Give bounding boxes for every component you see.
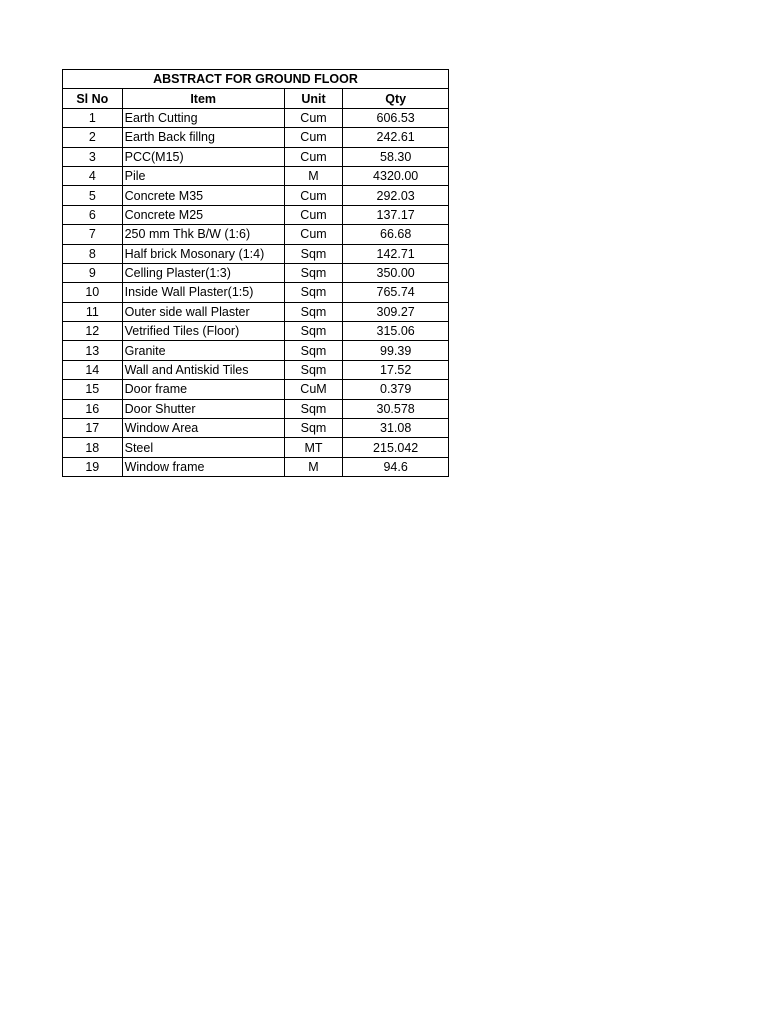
row-qty: 142.71 bbox=[343, 244, 449, 263]
table-row bbox=[63, 380, 449, 399]
row-unit: Sqm bbox=[284, 302, 343, 321]
row-qty: 99.39 bbox=[343, 341, 449, 360]
row-item: Earth Cutting bbox=[122, 108, 284, 127]
row-unit: M bbox=[284, 166, 343, 185]
row-unit: Sqm bbox=[284, 283, 343, 302]
table-row bbox=[63, 457, 449, 476]
table-row bbox=[63, 186, 449, 205]
table-row bbox=[63, 225, 449, 244]
row-unit: Cum bbox=[284, 225, 343, 244]
title-row bbox=[63, 70, 449, 89]
row-sl-no: 7 bbox=[63, 225, 123, 244]
row-item: Celling Plaster(1:3) bbox=[122, 263, 284, 282]
row-sl-no: 2 bbox=[63, 128, 123, 147]
row-sl-no: 8 bbox=[63, 244, 123, 263]
row-unit: M bbox=[284, 457, 343, 476]
row-unit: MT bbox=[284, 438, 343, 457]
row-qty: 606.53 bbox=[343, 108, 449, 127]
row-unit: Sqm bbox=[284, 341, 343, 360]
row-item: Wall and Antiskid Tiles bbox=[122, 360, 284, 379]
row-sl-no: 12 bbox=[63, 322, 123, 341]
table-body bbox=[63, 108, 449, 476]
row-sl-no: 1 bbox=[63, 108, 123, 127]
row-unit: Sqm bbox=[284, 263, 343, 282]
row-sl-no: 19 bbox=[63, 457, 123, 476]
table-title: ABSTRACT FOR GROUND FLOOR bbox=[63, 70, 449, 89]
row-qty: 215.042 bbox=[343, 438, 449, 457]
row-unit: CuM bbox=[284, 380, 343, 399]
row-item: Concrete M35 bbox=[122, 186, 284, 205]
row-sl-no: 17 bbox=[63, 419, 123, 438]
row-qty: 58.30 bbox=[343, 147, 449, 166]
table-row bbox=[63, 283, 449, 302]
row-sl-no: 16 bbox=[63, 399, 123, 418]
row-sl-no: 9 bbox=[63, 263, 123, 282]
row-sl-no: 3 bbox=[63, 147, 123, 166]
table-row bbox=[63, 360, 449, 379]
table-row bbox=[63, 341, 449, 360]
row-sl-no: 18 bbox=[63, 438, 123, 457]
row-item: Outer side wall Plaster bbox=[122, 302, 284, 321]
table-row bbox=[63, 263, 449, 282]
row-item: Window frame bbox=[122, 457, 284, 476]
header-sl-no: Sl No bbox=[63, 89, 123, 108]
row-qty: 292.03 bbox=[343, 186, 449, 205]
row-qty: 30.578 bbox=[343, 399, 449, 418]
row-qty: 94.6 bbox=[343, 457, 449, 476]
row-unit: Cum bbox=[284, 147, 343, 166]
table-row bbox=[63, 147, 449, 166]
row-sl-no: 6 bbox=[63, 205, 123, 224]
row-unit: Cum bbox=[284, 108, 343, 127]
row-item: Granite bbox=[122, 341, 284, 360]
row-item: Half brick Mosonary (1:4) bbox=[122, 244, 284, 263]
row-unit: Cum bbox=[284, 128, 343, 147]
row-qty: 765.74 bbox=[343, 283, 449, 302]
header-row bbox=[63, 89, 449, 108]
row-item: Window Area bbox=[122, 419, 284, 438]
row-qty: 315.06 bbox=[343, 322, 449, 341]
row-qty: 242.61 bbox=[343, 128, 449, 147]
row-sl-no: 14 bbox=[63, 360, 123, 379]
table-row bbox=[63, 108, 449, 127]
row-unit: Sqm bbox=[284, 244, 343, 263]
table-row bbox=[63, 166, 449, 185]
row-item: Vetrified Tiles (Floor) bbox=[122, 322, 284, 341]
table-row bbox=[63, 302, 449, 321]
table-row bbox=[63, 244, 449, 263]
row-item: 250 mm Thk B/W (1:6) bbox=[122, 225, 284, 244]
table-row bbox=[63, 399, 449, 418]
header-qty: Qty bbox=[343, 89, 449, 108]
row-unit: Sqm bbox=[284, 360, 343, 379]
row-item: Door frame bbox=[122, 380, 284, 399]
row-unit: Sqm bbox=[284, 399, 343, 418]
row-sl-no: 10 bbox=[63, 283, 123, 302]
header-unit: Unit bbox=[284, 89, 343, 108]
row-item: Door Shutter bbox=[122, 399, 284, 418]
row-sl-no: 15 bbox=[63, 380, 123, 399]
row-item: Inside Wall Plaster(1:5) bbox=[122, 283, 284, 302]
table-row bbox=[63, 322, 449, 341]
row-sl-no: 5 bbox=[63, 186, 123, 205]
row-qty: 137.17 bbox=[343, 205, 449, 224]
row-item: Earth Back fillng bbox=[122, 128, 284, 147]
header-item: Item bbox=[122, 89, 284, 108]
row-qty: 0.379 bbox=[343, 380, 449, 399]
row-qty: 350.00 bbox=[343, 263, 449, 282]
row-sl-no: 4 bbox=[63, 166, 123, 185]
abstract-sheet bbox=[62, 69, 449, 477]
row-item: Concrete M25 bbox=[122, 205, 284, 224]
row-item: PCC(M15) bbox=[122, 147, 284, 166]
row-sl-no: 13 bbox=[63, 341, 123, 360]
abstract-table bbox=[62, 69, 449, 477]
row-qty: 4320.00 bbox=[343, 166, 449, 185]
row-item: Pile bbox=[122, 166, 284, 185]
row-unit: Cum bbox=[284, 205, 343, 224]
row-unit: Sqm bbox=[284, 419, 343, 438]
row-unit: Sqm bbox=[284, 322, 343, 341]
row-qty: 66.68 bbox=[343, 225, 449, 244]
row-qty: 17.52 bbox=[343, 360, 449, 379]
row-qty: 31.08 bbox=[343, 419, 449, 438]
row-unit: Cum bbox=[284, 186, 343, 205]
row-sl-no: 11 bbox=[63, 302, 123, 321]
row-qty: 309.27 bbox=[343, 302, 449, 321]
table-row bbox=[63, 205, 449, 224]
table-row bbox=[63, 128, 449, 147]
row-item: Steel bbox=[122, 438, 284, 457]
table-row bbox=[63, 419, 449, 438]
table-row bbox=[63, 438, 449, 457]
